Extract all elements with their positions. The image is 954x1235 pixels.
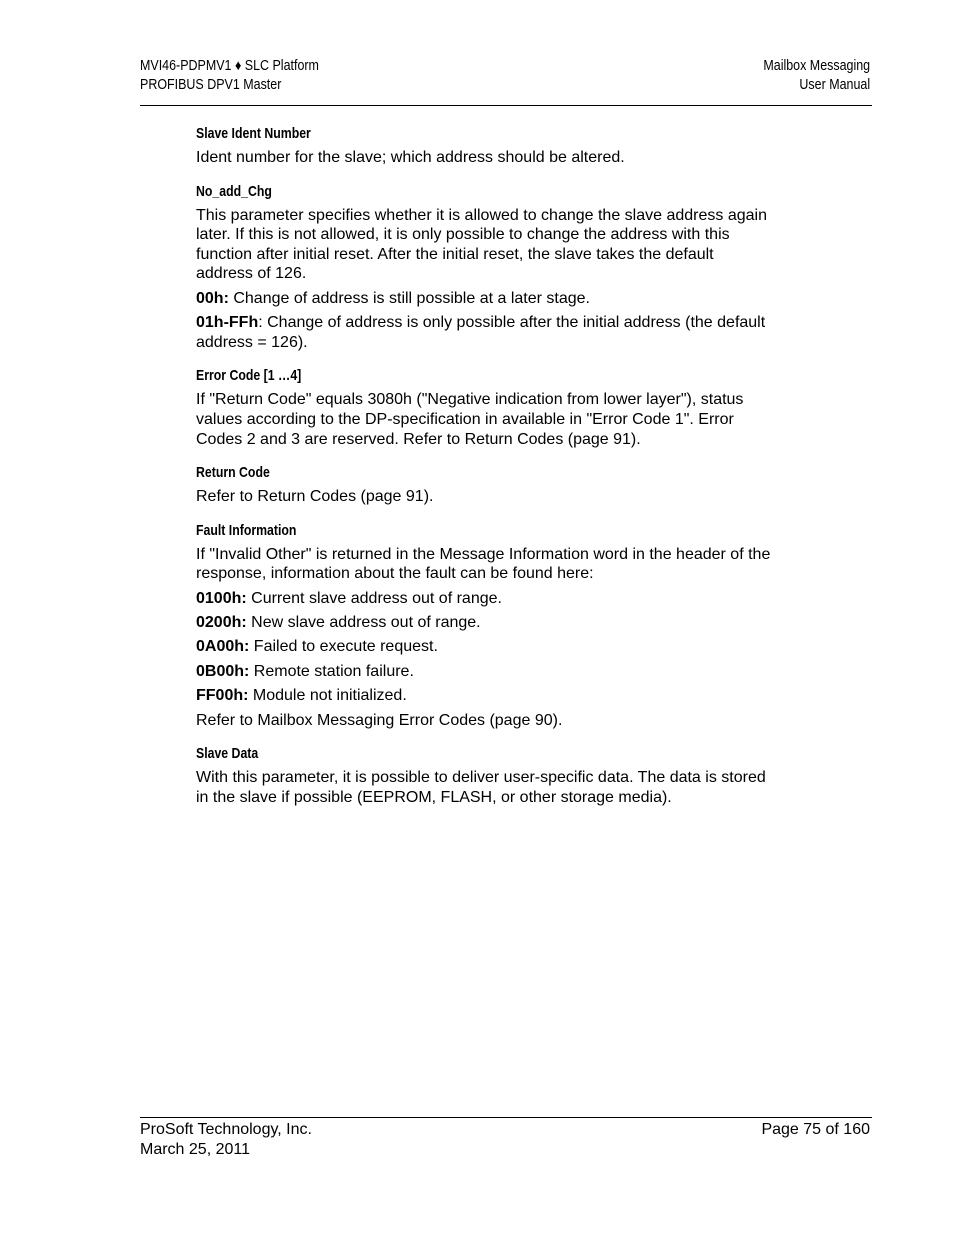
footer-left: [140, 1120, 312, 1159]
section-fault-information: [196, 521, 836, 731]
option-code: 01h-FFh: [196, 314, 259, 332]
fault-code: 0100h:: [196, 589, 247, 607]
text-line: This parameter specifies whether it is allowed to change the slave address again: [196, 206, 767, 224]
header-divider: [140, 105, 872, 106]
header-document: User Manual: [799, 77, 870, 93]
fault-code: 0A00h:: [196, 638, 250, 656]
text-line: If "Invalid Other" is returned in the Message Information word in the header of the: [196, 545, 771, 563]
fault-description: Remote station failure.: [249, 662, 414, 680]
section-title: Slave Data: [196, 745, 259, 763]
footer-right: [761, 1120, 870, 1140]
section-text: [196, 545, 836, 584]
text-line: Codes 2 and 3 are reserved. Refer to Return Codes (page 91).: [196, 430, 641, 448]
section-return-code: [196, 463, 836, 507]
section-title: Return Code: [196, 464, 270, 482]
header-protocol: PROFIBUS DPV1 Master: [140, 77, 282, 93]
fault-code-item: [196, 686, 836, 706]
text-line: values according to the DP-specification in available in "Error Code 1". Error: [196, 410, 734, 428]
fault-description: Module not initialized.: [248, 687, 407, 705]
fault-code: 0B00h:: [196, 662, 250, 680]
footer-date: March 25, 2011: [140, 1140, 250, 1158]
running-header-left: [140, 57, 319, 95]
section-title: Error Code [1 …4]: [196, 367, 302, 385]
section-text: Ident number for the slave; which address should be altered.: [196, 149, 625, 166]
text-line: response, information about the fault can be found here:: [196, 565, 594, 583]
section-text: [196, 390, 836, 449]
footer-company: ProSoft Technology, Inc.: [140, 1121, 312, 1138]
text-line: in the slave if possible (EEPROM, FLASH, or other storage media).: [196, 788, 672, 806]
text-line: If "Return Code" equals 3080h ("Negative indication from lower layer"), status: [196, 391, 744, 409]
fault-code-item: [196, 613, 836, 633]
fault-code: 0200h:: [196, 614, 247, 632]
fault-code-item: [196, 637, 836, 657]
text-line: With this parameter, it is possible to deliver user-specific data. The data is stored: [196, 769, 766, 787]
header-chapter: Mailbox Messaging: [763, 58, 870, 74]
section-slave-data: [196, 744, 836, 807]
section-error-code: [196, 366, 836, 449]
section-title: No_add_Chg: [196, 182, 272, 200]
option-text: Change of address is still possible at a later stage.: [228, 289, 590, 307]
option-item: [196, 289, 836, 309]
text-line: function after initial reset. After the initial reset, the slave takes the default: [196, 245, 714, 263]
option-text: : Change of address is only possible after the initial address (the default: [258, 314, 766, 332]
fault-code-item: [196, 662, 836, 682]
page-body: [196, 124, 836, 807]
running-header-right: [763, 57, 870, 95]
fault-description: New slave address out of range.: [246, 614, 481, 632]
fault-description: Failed to execute request.: [249, 638, 438, 656]
section-text: Refer to Return Codes (page 91).: [196, 488, 434, 506]
cross-reference: Refer to Mailbox Messaging Error Codes (page 90).: [196, 711, 563, 729]
section-no-add-chg: [196, 182, 836, 353]
section-text: [196, 206, 836, 284]
fault-code-item: [196, 589, 836, 609]
section-title: Fault Information: [196, 521, 297, 539]
section-slave-ident-number: [196, 124, 836, 168]
fault-description: Current slave address out of range.: [246, 589, 502, 607]
header-product: MVI46-PDPMV1 ♦ SLC Platform: [140, 58, 319, 74]
text-line: address of 126.: [196, 265, 307, 283]
footer-divider: [140, 1117, 872, 1118]
option-text: address = 126).: [196, 333, 308, 351]
text-line: later. If this is not allowed, it is only possible to change the address with this: [196, 226, 730, 244]
section-title: Slave Ident Number: [196, 125, 311, 142]
page-number: Page 75 of 160: [761, 1121, 870, 1138]
fault-code: FF00h:: [196, 687, 249, 705]
option-item: [196, 313, 836, 352]
section-text: [196, 768, 836, 807]
option-code: 00h:: [196, 289, 229, 307]
